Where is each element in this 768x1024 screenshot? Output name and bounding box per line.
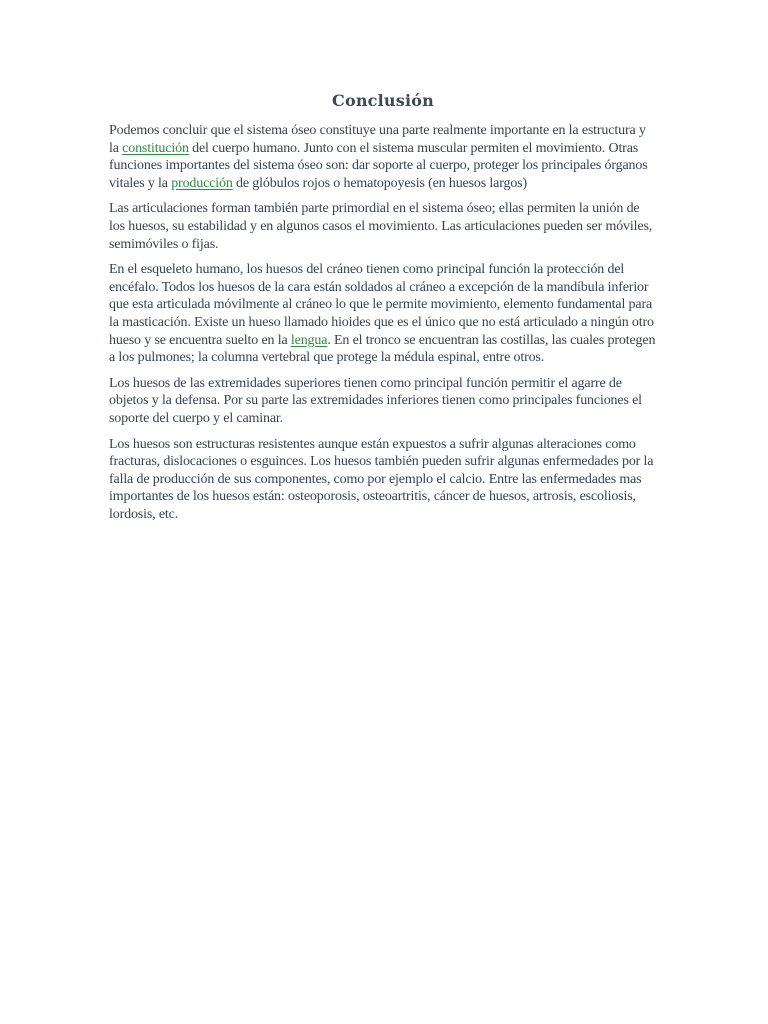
text-segment: Los huesos son estructuras resistentes aunque están expuestos a sufrir algunas alteraciones como fracturas, dislocaciones o esguinces. Los huesos también pueden sufrir algunas enfermedades por la falla de producción de sus componentes, como por ejemplo el calcio. Entre las enfermedades mas importantes de los huesos están: osteoporosis, osteoartritis, cáncer de huesos, artrosis, escoliosis, lordosis, etc.: [109, 436, 654, 522]
paragraph-1: [109, 122, 657, 192]
text-segment: . En el tronco se encuentran las costillas, las cuales protegen a los pulmones; la columna vertebral que protege la médula espinal, entre otros.: [109, 332, 656, 366]
text-segment: En el esqueleto humano, los huesos del cráneo tienen como principal función la protección del encéfalo. Todos los huesos de la cara están soldados al cráneo a excepción de la mandíbula inferior que esta articulada móvilmente al cráneo lo que le permite movimiento, elemento fundamental para la masticación. Existe un hueso llamado hioides que es el único que no está articulado a ningún otro hueso y se encuentra suelto en la: [109, 262, 654, 348]
paragraph-2: [109, 200, 657, 253]
paragraph-4: [109, 375, 657, 428]
link-produccion[interactable]: producción: [171, 175, 233, 191]
page-title: Conclusión: [332, 91, 434, 110]
text-segment: del cuerpo humano. Junto con el sistema muscular permiten el movimiento. Otras funciones importantes del sistema óseo son: dar soporte al cuerpo, proteger los principales órganos vitales y la: [109, 140, 648, 191]
text-segment: Los huesos de las extremidades superiores tienen como principal función permitir el agarre de objetos y la defensa. Por su parte las extremidades inferiores tienen como principales funciones el soporte del cuerpo y el caminar.: [109, 375, 642, 426]
text-segment: Podemos concluir que el sistema óseo constituye una parte realmente importante en la estructura y la: [109, 123, 646, 156]
document-page: [109, 90, 657, 531]
text-segment: Las articulaciones forman también parte primordial en el sistema óseo; ellas permiten la unión de los huesos, su estabilidad y en algunos casos el movimiento. Las articulaciones pueden ser móviles, semimóviles o fijas.: [109, 201, 653, 252]
link-constitucion[interactable]: constitución: [122, 140, 189, 156]
text-segment: de glóbulos rojos o hematopoyesis (en huesos largos): [232, 175, 527, 191]
link-lengua[interactable]: lengua: [290, 332, 328, 348]
paragraph-3: [109, 261, 657, 367]
paragraph-5: [109, 436, 657, 524]
